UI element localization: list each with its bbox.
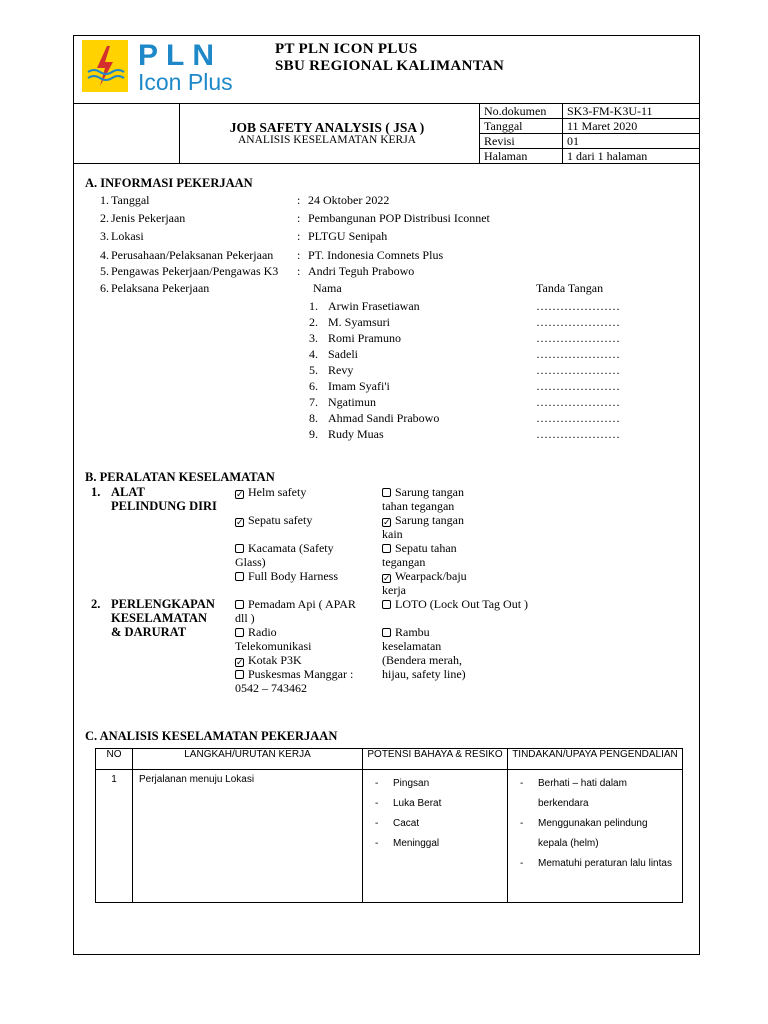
table-row [96, 770, 683, 903]
info-row-label: Jenis Pekerjaan [111, 211, 186, 225]
hazard-item: - Meninggal [369, 834, 501, 854]
hazard-cell [363, 770, 508, 903]
checkbox-icon[interactable] [382, 488, 391, 497]
signature-line: ………………… [536, 299, 620, 313]
logo-wordmark: PLN [138, 39, 222, 72]
company-region: SBU REGIONAL KALIMANTAN [275, 58, 505, 74]
table-header-row [96, 749, 683, 770]
info-row-number: 4. [100, 248, 109, 262]
info-row-value: Andri Teguh Prabowo [308, 264, 415, 278]
info-row-label: Lokasi [111, 229, 144, 243]
checkbox-icon[interactable] [382, 628, 391, 637]
worker-name: Rudy Muas [328, 427, 384, 441]
info-row-colon: : [297, 264, 301, 278]
checklist-item[interactable]: ✓ Kotak P3K [236, 653, 302, 667]
worker-name: Imam Syafi'i [328, 379, 390, 393]
checklist-item[interactable]: Kacamata (Safety Glass) [235, 541, 334, 569]
checkbox-icon[interactable] [235, 670, 244, 679]
checklist-item[interactable]: Sarung tangan tahan tegangan [382, 485, 464, 513]
group-title: PELINDUNG DIRI [111, 499, 217, 513]
checklist-item[interactable]: Puskesmas Manggar : 0542 – 743462 [235, 667, 354, 695]
work-step-cell: Perjalanan menuju Lokasi [133, 770, 363, 903]
control-item: - Menggunakan pelindung kepala (helm) [514, 814, 676, 854]
worker-number: 6. [309, 379, 318, 393]
worker-name: Ngatimun [328, 395, 376, 409]
column-header: TINDAKAN/UPAYA PENGENDALIAN [508, 749, 683, 770]
checklist-item[interactable]: ✓ Helm safety [236, 485, 307, 499]
section-b-title: B. PERALATAN KESELAMATAN [85, 470, 275, 484]
info-row-value: PLTGU Senipah [308, 229, 388, 243]
group-title: & DARURAT [111, 625, 187, 639]
checklist-item[interactable]: LOTO (Lock Out Tag Out ) [382, 597, 552, 611]
meta-label: Tanggal [484, 119, 523, 133]
meta-value: 1 dari 1 halaman [567, 149, 648, 163]
row-number-cell: 1 [96, 770, 133, 903]
meta-value: SK3-FM-K3U-11 [567, 104, 653, 118]
document-subtitle: ANALISIS KESELAMATAN KERJA [238, 134, 416, 146]
analysis-table [95, 748, 683, 903]
info-row-colon: : [297, 193, 301, 207]
logo-subtext: Icon Plus [138, 69, 233, 94]
meta-label: Revisi [484, 134, 515, 148]
info-row-label: Tanggal [111, 193, 150, 207]
hazard-item: - Luka Berat [369, 794, 501, 814]
worker-number: 8. [309, 411, 318, 425]
checkbox-icon[interactable]: ✓ [236, 657, 244, 667]
worker-number: 9. [309, 427, 318, 441]
meta-label: Halaman [484, 149, 528, 163]
document-title: JOB SAFETY ANALYSIS ( JSA ) [229, 120, 425, 135]
control-cell [508, 770, 683, 903]
worker-number: 3. [309, 331, 318, 345]
info-row-colon: : [297, 248, 301, 262]
hazard-list [369, 774, 501, 854]
signature-line: ………………… [536, 427, 620, 441]
checkbox-icon[interactable] [382, 544, 391, 553]
signature-line: ………………… [536, 411, 620, 425]
column-header: LANGKAH/URUTAN KERJA [133, 749, 363, 770]
worker-number: 5. [309, 363, 318, 377]
info-row-number: 3. [100, 229, 109, 243]
signature-line: ………………… [536, 347, 620, 361]
worker-number: 1. [309, 299, 318, 313]
pln-logo [80, 38, 260, 94]
info-row-number: 6. [100, 281, 109, 295]
worker-name: Arwin Frasetiawan [328, 299, 420, 313]
hazard-item: - Cacat [369, 814, 501, 834]
info-row-value: 24 Oktober 2022 [308, 193, 390, 207]
signature-line: ………………… [536, 331, 620, 345]
worker-name: M. Syamsuri [328, 315, 391, 329]
group-number: 1. [91, 485, 101, 499]
signature-line: ………………… [536, 379, 620, 393]
checkbox-icon[interactable]: ✓ [383, 517, 391, 527]
checkbox-icon[interactable]: ✓ [236, 489, 244, 499]
meta-value: 01 [567, 134, 579, 148]
title-divider [73, 163, 700, 164]
checklist-item[interactable]: Full Body Harness [235, 569, 375, 583]
checkbox-icon[interactable] [235, 572, 244, 581]
control-list [514, 774, 676, 874]
worker-name: Revy [328, 363, 354, 377]
worker-name: Romi Pramuno [328, 331, 402, 345]
info-row-value: PT. Indonesia Comnets Plus [308, 248, 444, 262]
group-title: ALAT [111, 485, 145, 499]
checkbox-icon[interactable] [235, 600, 244, 609]
meta-value: 11 Maret 2020 [567, 119, 638, 133]
control-item: - Berhati – hati dalam berkendara [514, 774, 676, 814]
worker-name: Sadeli [328, 347, 358, 361]
signature-line: ………………… [536, 315, 620, 329]
checkbox-icon[interactable]: ✓ [383, 573, 391, 583]
checklist-item[interactable]: Radio Telekomunikasi [235, 625, 312, 653]
worker-number: 4. [309, 347, 318, 361]
checkbox-icon[interactable] [235, 544, 244, 553]
group-title: KESELAMATAN [111, 611, 208, 625]
column-header: NO [96, 749, 133, 770]
checklist-item[interactable]: ✓ Sarung tangan kain [382, 513, 464, 541]
info-row-label: Pelaksana Pekerjaan [111, 281, 210, 295]
info-row-number: 2. [100, 211, 109, 225]
workers-name-header: Nama [313, 281, 342, 295]
info-row-colon: : [297, 229, 301, 243]
worker-number: 7. [309, 395, 318, 409]
hazard-item: - Pingsan [369, 774, 501, 794]
checklist-item[interactable]: Pemadam Api ( APAR dll ) [235, 597, 356, 625]
signature-line: ………………… [536, 395, 620, 409]
checklist-item[interactable]: Sepatu tahan tegangan [382, 541, 457, 569]
signature-line: ………………… [536, 363, 620, 377]
worker-number: 2. [309, 315, 318, 329]
control-item: - Mematuhi peraturan lalu lintas [514, 854, 676, 874]
group-title: PERLENGKAPAN [111, 597, 215, 611]
info-row-number: 1. [100, 193, 109, 207]
group-number: 2. [91, 597, 101, 611]
company-name: PT PLN ICON PLUS [275, 41, 418, 57]
checklist-item[interactable]: Rambu keselamatan (Bendera merah, hijau, safety line) [382, 625, 466, 681]
checkbox-icon[interactable] [382, 600, 391, 609]
signature-header: Tanda Tangan [536, 281, 604, 295]
info-row-number: 5. [100, 264, 109, 278]
info-row-colon: : [297, 211, 301, 225]
section-a-title: A. INFORMASI PEKERJAAN [85, 176, 253, 190]
worker-name: Ahmad Sandi Prabowo [328, 411, 440, 425]
checklist-item[interactable]: ✓ Wearpack/baju kerja [382, 569, 467, 597]
info-row-value: Pembangunan POP Distribusi Iconnet [308, 211, 490, 225]
meta-label: No.dokumen [484, 104, 547, 118]
info-row-label: Perusahaan/Pelaksanan Pekerjaan [111, 248, 274, 262]
column-header: POTENSI BAHAYA & RESIKO [363, 749, 508, 770]
checkbox-icon[interactable] [235, 628, 244, 637]
section-c-title: C. ANALISIS KESELAMATAN PEKERJAAN [85, 729, 338, 743]
checkbox-icon[interactable]: ✓ [236, 517, 244, 527]
info-row-label: Pengawas Pekerjaan/Pengawas K3 [111, 264, 279, 278]
checklist-item[interactable]: ✓ Sepatu safety [236, 513, 313, 527]
